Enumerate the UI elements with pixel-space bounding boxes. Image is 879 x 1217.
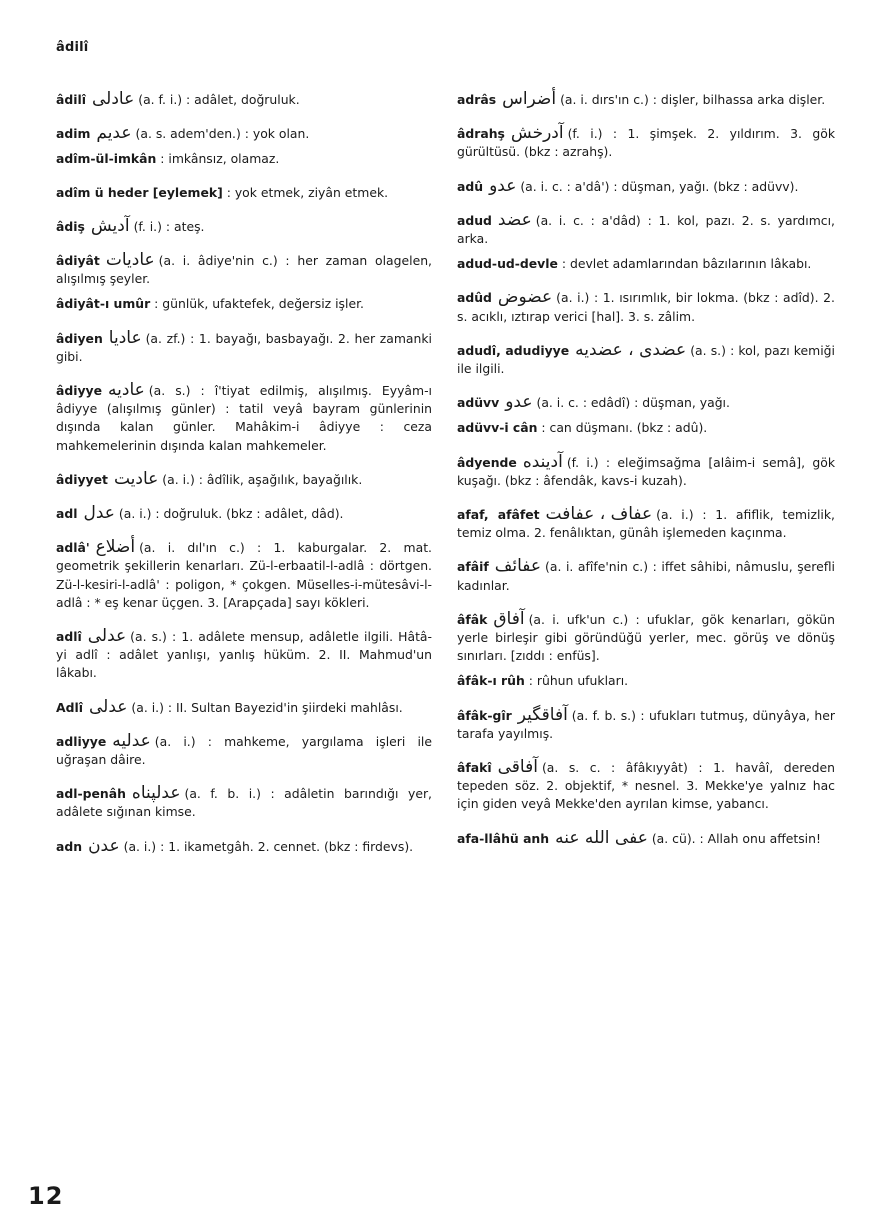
entry-definition: : imkânsız, olamaz.	[160, 151, 280, 167]
entry-arabic: عضوض	[497, 287, 553, 308]
entry-headword: âdilî	[56, 92, 86, 107]
entry-headword: adrâs	[457, 92, 497, 107]
entry-definition: (a. i. dıl'ın c.) : 1. kaburgalar. 2. mat. geometrik şekillerin kenarları. Zü-l-erbaatil-l-adlâ : dörtgen. Zü-l-kesiri-l-adlâ' : poligon, * çokgen. Müselles-i-mütesâvi-l-adlâ : * eş kenar üçgen. 3. [Arapçada] sayı kökleri.	[56, 540, 432, 610]
entry-definition: (a. i. âdiye'nin c.) : her zaman olagelen, alışılmış şeyler.	[56, 253, 432, 287]
dictionary-entry	[457, 706, 835, 743]
entry-definition: (a. i. dırs'ın c.) : dişler, bilhassa arka dişler.	[560, 92, 826, 107]
entry-definition: (a. s. c. : âfâkıyyât) : 1. havâî, dereden tepeden söz. 2. objektif, * nesnel. 3. Mekke'ye yalnız hac için giden veyâ Mekke'den ayrılan kimse, yabancı.	[457, 760, 835, 812]
left-column	[56, 90, 432, 871]
entry-headword: âdiyât	[56, 253, 100, 269]
entry-arabic: عدل	[83, 503, 115, 524]
entry-arabic: عاديات	[105, 250, 155, 271]
dictionary-entry	[457, 393, 835, 412]
entry-headword: âfâk-ı rûh	[457, 673, 525, 689]
entry-definition: (a. i.) : mahkeme, yargılama işleri ile uğraşan dâire.	[56, 733, 432, 768]
entry-definition: (a. i.) : 1. ikametgâh. 2. cennet. (bkz : firdevs).	[123, 838, 414, 854]
entry-definition: (a. i.) : âdîlik, aşağılık, bayağılık.	[162, 471, 363, 487]
entry-definition: (a. zf.) : 1. bayağı, basbayağı. 2. her zamanki gibi.	[56, 330, 432, 364]
dictionary-entry	[457, 505, 835, 542]
entry-definition: (a. i.) : doğruluk. (bkz : adâlet, dâd).	[118, 506, 344, 522]
entry-definition: (a. f. b. s.) : ufukları tutmuş, dünyâya, her tarafa yayılmış.	[457, 707, 835, 741]
entry-headword: âfâk-gîr	[457, 707, 512, 723]
entry-headword: âdiyen	[56, 330, 103, 346]
entry-definition: : yok etmek, ziyân etmek.	[226, 184, 389, 200]
entry-headword: adûd	[457, 290, 492, 306]
dictionary-entry	[56, 124, 432, 143]
entry-arabic: عفاف ، عفافت	[545, 504, 653, 525]
dictionary-entry	[56, 698, 432, 717]
entry-definition: : günlük, ufaktefek, değersiz işler.	[154, 296, 364, 312]
entry-definition: (a. f. i.) : adâlet, doğruluk.	[138, 92, 300, 107]
entry-arabic: آفاقگير	[517, 704, 568, 725]
dictionary-entry	[457, 672, 835, 690]
entry-headword: adüvv	[457, 395, 500, 411]
entry-arabic: آديش	[90, 215, 130, 236]
dictionary-entry	[457, 211, 835, 248]
entry-definition: (a. i. c. : edâdî) : düşman, yağı.	[536, 395, 730, 411]
dictionary-entry	[56, 732, 432, 769]
dictionary-entry	[457, 557, 835, 594]
entry-definition: (a. i. ufk'un c.) : ufuklar, gök kenarları, gökün yerle birleşir gibi göründüğü yerler, mec. görüş ve dönüş sınırları. [zıddı : enfüs].	[457, 611, 835, 664]
entry-headword: adim	[56, 126, 91, 142]
entry-arabic: عاديا	[108, 327, 142, 348]
entry-definition: (a. i. c. : a'dâd) : 1. kol, pazı. 2. s. yardımcı, arka.	[457, 212, 835, 247]
entry-definition: (a. f. b. i.) : adâletin barındığı yer, adâlete sığınan kimse.	[56, 786, 432, 820]
dictionary-entry	[56, 538, 432, 612]
entry-arabic: عفائف	[494, 556, 542, 577]
running-header: âdilî	[56, 40, 89, 55]
dictionary-entry	[457, 453, 835, 490]
entry-headword: afaf, afâfet	[457, 507, 540, 523]
dictionary-entry	[457, 255, 835, 273]
entry-arabic: عفى الله عنه	[555, 827, 648, 848]
entry-arabic: آفاقى	[497, 757, 538, 778]
entry-headword: adliyye	[56, 733, 107, 749]
entry-definition: (a. s. adem'den.) : yok olan.	[135, 126, 310, 142]
entry-definition: (f. i.) : eleğimsağma [alâim-i semâ], gök kuşağı. (bkz : âfendâk, kavs-i kuzah).	[457, 454, 835, 488]
page-number: 12	[28, 1182, 64, 1210]
dictionary-entry	[56, 470, 432, 489]
entry-headword: âdiş	[56, 218, 85, 234]
dictionary-entry	[56, 251, 432, 288]
entry-headword: âdiyyet	[56, 471, 108, 487]
entry-definition: (a. s.) : î'tiyat edilmiş, alışılmış. Eyyâm-ı âdiyye (alışılmış günler) : tatil veyâ bayram günlerinin dışında kalan günler. Mahâkim-i âdiyye : ceza mahkemelerinin dışında kalan mahkemeler.	[56, 383, 432, 453]
entry-headword: adudî, adudiyye	[457, 342, 570, 358]
entry-definition: (f. i.) : 1. şimşek. 2. yıldırım. 3. gök gürültüsü. (bkz : azrahş).	[457, 126, 835, 160]
entry-headword: âdiyât-ı umûr	[56, 296, 151, 312]
entry-headword: adl-penâh	[56, 786, 126, 802]
entry-arabic: أضراس	[502, 89, 557, 109]
dictionary-entry	[56, 217, 432, 236]
entry-arabic: عديم	[96, 123, 132, 144]
entry-arabic: آفاق	[493, 608, 525, 629]
entry-headword: adud-ud-devle	[457, 256, 558, 272]
entry-headword: adlî	[56, 629, 82, 645]
dictionary-entry	[56, 837, 432, 856]
entry-definition: : rûhun ufukları.	[528, 673, 629, 689]
entry-arabic: عدن	[88, 835, 120, 856]
entry-definition: : devlet adamlarından bâzılarının lâkabı.	[561, 256, 812, 272]
entry-arabic: أضلاع	[95, 537, 136, 558]
dictionary-entry	[56, 627, 432, 683]
dictionary-entry	[56, 150, 432, 168]
entry-arabic: عدو	[489, 175, 517, 196]
entry-headword: adlâ'	[56, 540, 90, 556]
dictionary-entry	[56, 381, 432, 455]
dictionary-entry	[457, 177, 835, 196]
dictionary-entry	[457, 124, 835, 161]
entry-arabic: عدلى	[88, 696, 128, 717]
dictionary-entry	[56, 329, 432, 366]
entry-definition: (a. i. c. : a'dâ') : düşman, yağı. (bkz : adüvv).	[520, 178, 799, 194]
entry-arabic: آدرخش	[510, 123, 564, 144]
entry-headword: afâif	[457, 559, 489, 575]
entry-arabic: عدليه	[112, 730, 151, 751]
entry-definition: (a. cü). : Allah onu affetsin!	[651, 830, 821, 846]
entry-definition: (a. i. afîfe'nin c.) : iffet sâhibi, nâmuslu, şerefli kadınlar.	[457, 559, 835, 593]
dictionary-entry	[457, 419, 835, 437]
entry-definition: (a. s.) : kol, pazı kemiği ile ilgili.	[457, 342, 835, 377]
entry-arabic: عاديه	[108, 380, 145, 401]
entry-headword: âdyende	[457, 454, 517, 470]
dictionary-entry	[56, 504, 432, 523]
dictionary-entry	[56, 295, 432, 313]
entry-headword: âfâk	[457, 611, 488, 627]
entry-definition: (a. i.) : 1. ısırımlık, bir lokma. (bkz : adîd). 2. s. acıklı, ıztırap verici [hal]. 3. s. zâlim.	[457, 290, 835, 324]
dictionary-entry	[56, 784, 432, 821]
dictionary-entry	[56, 184, 432, 202]
entry-definition: : can düşmanı. (bkz : adû).	[541, 420, 708, 436]
entry-definition: (a. s.) : 1. adâlete mensup, adâletle ilgili. Hâtâ-yi adlî : adâlet yanlışı, yanlış hüküm. 2. II. Mahmud'un lâkabı.	[56, 629, 432, 681]
entry-headword: adû	[457, 178, 484, 194]
entry-arabic: عدو	[505, 392, 533, 413]
entry-arabic: عدلى	[87, 626, 127, 647]
right-column	[457, 90, 835, 863]
entry-arabic: عادلى	[91, 89, 135, 109]
dictionary-entry	[457, 829, 835, 848]
entry-headword: âdrahş	[457, 126, 505, 142]
entry-headword: adîm-ül-imkân	[56, 151, 157, 167]
entry-headword: âfakî	[457, 760, 492, 776]
entry-headword: adl	[56, 506, 78, 522]
entry-headword: adud	[457, 212, 492, 228]
dictionary-entry	[457, 288, 835, 325]
dictionary-entry	[457, 610, 835, 666]
dictionary-entry	[56, 90, 432, 109]
entry-headword: Adlî	[56, 699, 83, 715]
entry-definition: (a. i.) : II. Sultan Bayezid'in şiirdeki mahlâsı.	[131, 699, 403, 715]
dictionary-entry	[457, 758, 835, 814]
entry-arabic: عاديت	[113, 468, 159, 489]
entry-arabic: آدينده	[522, 451, 563, 472]
entry-arabic: عضد	[497, 209, 532, 230]
entry-arabic: عدلپناه	[131, 783, 181, 804]
entry-headword: adüvv-i cân	[457, 420, 538, 436]
entry-definition: (f. i.) : ateş.	[133, 218, 205, 234]
entry-headword: âdiyye	[56, 383, 103, 399]
dictionary-entry	[457, 341, 835, 378]
entry-definition: (a. i.) : 1. afiflik, temizlik, temiz olma. 2. fenâlıktan, günâh işlemeden kaçınma.	[457, 507, 835, 541]
entry-headword: adîm ü heder [eylemek]	[56, 184, 223, 200]
dictionary-entry	[457, 90, 835, 109]
entry-arabic: عضدى ، عضديه	[575, 339, 687, 360]
entry-headword: afa-llâhü anh	[457, 830, 550, 846]
entry-headword: adn	[56, 838, 83, 854]
